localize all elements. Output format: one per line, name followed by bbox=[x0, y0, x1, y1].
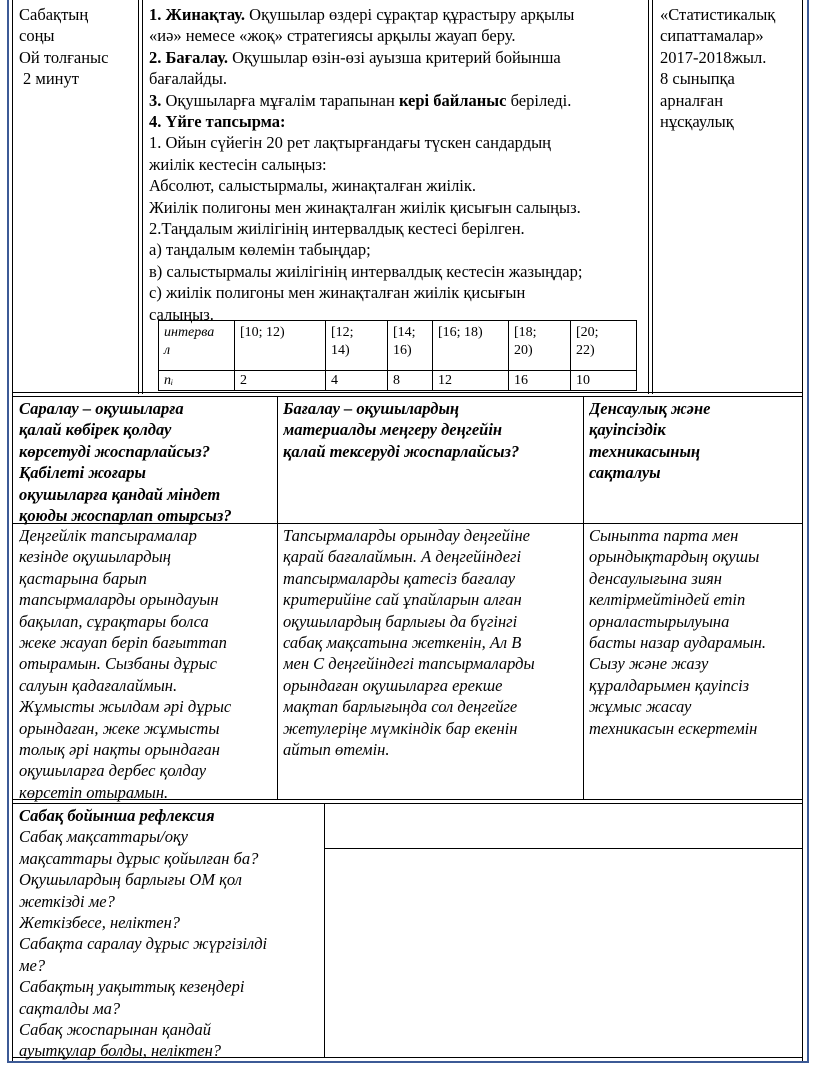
row-sep-1b bbox=[12, 396, 803, 397]
header-line: Бағалау – оқушылардың bbox=[283, 399, 460, 418]
answer-line: қастарына барып bbox=[19, 568, 147, 588]
answer-line: сабақ мақсатына жеткенін, Ал В bbox=[283, 633, 522, 653]
header-line: Қабілеті жоғары bbox=[19, 463, 146, 483]
step-summary bbox=[149, 4, 649, 25]
health-answer bbox=[589, 525, 801, 739]
answer-line: жетулеріңе мүмкіндік бар екенін bbox=[283, 718, 518, 738]
duration: 2 минут bbox=[23, 69, 79, 89]
reflection-title: Сабақ бойынша рефлексия bbox=[19, 806, 215, 825]
header-line: сақталуы bbox=[589, 463, 661, 483]
interval-header-2: л bbox=[164, 343, 171, 358]
answer-line: құралдарымен қауіпсіз bbox=[589, 675, 750, 695]
task2-a: а) таңдалым көлемін табыңдар; bbox=[149, 240, 371, 260]
header-line: техникасының bbox=[589, 441, 701, 461]
answer-line: тапсырмаларды қатесіз бағалау bbox=[283, 568, 516, 588]
interval-cell bbox=[326, 321, 388, 371]
interval-header-1: интерва bbox=[164, 325, 215, 340]
step-summary-head: 1. Жинақтау. bbox=[149, 5, 246, 24]
resource-line: арналған bbox=[660, 90, 724, 110]
reflection-line: мақсаттары дұрыс қойылған ба? bbox=[19, 848, 259, 868]
answer-line: тапсырмаларды орындауын bbox=[19, 590, 219, 610]
reflection-line: жеткізді ме? bbox=[19, 891, 115, 911]
mid-col-sep-1 bbox=[277, 396, 278, 800]
interval-text: [16; 18) bbox=[438, 325, 483, 340]
activity-label: Ой толғаныс bbox=[19, 47, 109, 67]
task2-c-2: салыңыз. bbox=[149, 304, 214, 324]
reflection-notes-bottom[interactable] bbox=[325, 849, 802, 1057]
answer-line: орналастырылуына bbox=[589, 611, 730, 631]
step-assessment-2: бағалайды. bbox=[149, 69, 227, 89]
header-line: қалай тексеруді жоспарлайсыз? bbox=[283, 441, 520, 461]
answer-line: бақылап, сұрақтары болса bbox=[19, 611, 209, 631]
frame-left-inner bbox=[12, 0, 13, 1063]
step-summary-text: Оқушылар өздері сұрақтар құрастыру арқылы bbox=[249, 5, 575, 24]
reflection-line: сақталды ма? bbox=[19, 998, 121, 1018]
assessment-header bbox=[283, 398, 583, 462]
count-cell: 10 bbox=[571, 371, 637, 391]
table-row-intervals bbox=[159, 321, 637, 371]
interval-text-2: 16) bbox=[393, 343, 412, 358]
answer-line: жұмыс жасау bbox=[589, 697, 692, 717]
interval-cell bbox=[235, 321, 326, 371]
step-assessment-text: Оқушылар өзін-өзі ауызша критерий бойынша bbox=[232, 47, 561, 67]
task2-c-1: с) жиілік полигоны мен жинақталған жиілік қисығын bbox=[149, 283, 526, 303]
interval-text: [10; 12) bbox=[240, 325, 285, 340]
reflection-line: Сабақ жоспарынан қандай bbox=[19, 1020, 211, 1040]
frame-right-outer bbox=[807, 0, 809, 1063]
frame-left-outer bbox=[7, 0, 9, 1063]
resources-cell bbox=[660, 4, 802, 132]
reflection-notes-top[interactable] bbox=[325, 804, 802, 848]
header-line: қалай көбірек қолдау bbox=[19, 420, 172, 440]
header-line: қоюды жоспарлап отырсыз? bbox=[19, 506, 232, 526]
resource-line: 8 сыныпқа bbox=[660, 69, 735, 89]
answer-line: Тапсырмаларды орындау деңгейіне bbox=[283, 526, 530, 545]
content-cell bbox=[149, 4, 649, 325]
answer-line: көрсетіп отырамын. bbox=[19, 782, 169, 802]
answer-line: басты назар аударамын. bbox=[589, 633, 767, 653]
differentiation-answer bbox=[19, 525, 277, 803]
task2-b: в) салыстырмалы жиілігінің интервалдық кестесін жазыңдар; bbox=[149, 261, 583, 281]
answer-line: Сызу және жазу bbox=[589, 654, 709, 674]
top-col-sep-1b bbox=[142, 0, 143, 394]
homework-head: 4. Үйге тапсырма: bbox=[149, 112, 286, 132]
task2-line1: 2.Таңдалым жиілігінің интервалдық кестесі берілген. bbox=[149, 219, 525, 239]
differentiation-header bbox=[19, 398, 277, 526]
answer-line: жеке жауап беріп бағыттап bbox=[19, 633, 227, 653]
answer-line: кезінде оқушылардың bbox=[19, 547, 171, 567]
interval-cell bbox=[509, 321, 571, 371]
answer-line: оқушыларға дербес қолдау bbox=[19, 761, 207, 781]
frame-right-inner bbox=[802, 0, 803, 1063]
answer-line: орындықтардың оқушы bbox=[589, 547, 760, 567]
task1-line4: Жиілік полигоны мен жинақталған жиілік қисығын салыңыз. bbox=[149, 197, 581, 217]
step-feedback-text-b: беріледі. bbox=[510, 90, 572, 110]
resource-line: нұсқаулық bbox=[660, 112, 734, 132]
interval-text-2: 20) bbox=[514, 343, 533, 358]
answer-line: мен С деңгейіндегі тапсырмаларды bbox=[283, 654, 535, 674]
task1-line3: Абсолют, салыстырмалы, жинақталған жиілік. bbox=[149, 176, 477, 196]
resource-line: 2017-2018жыл. bbox=[660, 47, 767, 67]
task1-line2: жиілік кестесін салыңыз: bbox=[149, 154, 327, 174]
answer-line: орындаған, жеке жұмысты bbox=[19, 718, 220, 738]
interval-text: [14; bbox=[393, 325, 416, 340]
answer-line: критерийіне сай ұпайларын алған bbox=[283, 590, 522, 610]
answer-line: мақтап барлығыңда сол деңгейге bbox=[283, 697, 518, 717]
frequency-table bbox=[158, 320, 636, 390]
answer-line: техникасын ескертемін bbox=[589, 718, 758, 738]
reflection-line: ауытқулар болды, неліктен? bbox=[19, 1041, 222, 1061]
assessment-answer bbox=[283, 525, 583, 760]
interval-text: [12; bbox=[331, 325, 354, 340]
answer-line: отырамын. Сызбаны дұрыс bbox=[19, 654, 217, 674]
top-col-sep-2b bbox=[652, 0, 653, 394]
step-feedback-bold: кері байланыс bbox=[398, 90, 507, 110]
step-assessment-head: 2. Бағалау. bbox=[149, 47, 228, 67]
interval-text: [18; bbox=[514, 325, 537, 340]
step-feedback bbox=[149, 90, 649, 111]
count-cell: 2 bbox=[235, 371, 326, 391]
count-cell: 16 bbox=[509, 371, 571, 391]
answer-line: орындаған оқушыларға ерекше bbox=[283, 675, 503, 695]
count-cell: 8 bbox=[388, 371, 433, 391]
step-summary-2: «иә» немесе «жоқ» стратегиясы арқылы жауап беру. bbox=[149, 26, 516, 46]
answer-line: Сыныпта парта мен bbox=[589, 526, 739, 545]
answer-line: келтірмейтіндей етіп bbox=[589, 590, 746, 610]
interval-text-2: 14) bbox=[331, 343, 350, 358]
header-line: оқушыларға қандай міндет bbox=[19, 484, 221, 504]
count-cell: 12 bbox=[433, 371, 509, 391]
interval-text: [20; bbox=[576, 325, 599, 340]
interval-text-2: 22) bbox=[576, 343, 595, 358]
step-feedback-num: 3. bbox=[149, 90, 162, 110]
answer-line: салуын қадағалаймын. bbox=[19, 675, 178, 695]
resource-line: «Статистикалық bbox=[660, 5, 776, 24]
reflection-line: Оқушылардың барлығы ОМ қол bbox=[19, 870, 242, 890]
interval-cell bbox=[433, 321, 509, 371]
answer-line: Деңгейлік тапсырамалар bbox=[19, 526, 197, 545]
interval-header-cell bbox=[159, 321, 235, 371]
stage-cell bbox=[19, 4, 137, 90]
table-row-counts bbox=[159, 371, 637, 391]
header-line: қауіпсіздік bbox=[589, 420, 666, 440]
stage-label-2: соңы bbox=[19, 26, 55, 46]
header-line: көрсетуді жоспарлайсыз? bbox=[19, 441, 210, 461]
answer-line: Жұмысты жылдам әрі дұрыс bbox=[19, 697, 232, 717]
count-header-cell: nᵢ bbox=[159, 371, 235, 391]
mid-col-sep-2 bbox=[583, 396, 584, 800]
answer-line: толық әрі нақты орындаған bbox=[19, 740, 220, 760]
answer-line: денсаулығына зиян bbox=[589, 568, 722, 588]
header-line: Денсаулық және bbox=[589, 399, 711, 418]
step-feedback-text-a: Оқушыларға мұғалім тарапынан bbox=[165, 90, 395, 110]
count-cell: 4 bbox=[326, 371, 388, 391]
step-assessment bbox=[149, 47, 649, 68]
health-header bbox=[589, 398, 801, 484]
answer-line: қарай бағалаймын. А деңгейіндегі bbox=[283, 547, 522, 567]
reflection-line: Жеткізбесе, неліктен? bbox=[19, 913, 181, 933]
task1-line1: 1. Ойын сүйегін 20 рет лақтырғандағы түскен сандардың bbox=[149, 133, 552, 153]
resource-line: сипаттамалар» bbox=[660, 26, 764, 46]
header-line: материалды меңгеру деңгейін bbox=[283, 420, 503, 440]
row-sep-1a bbox=[12, 392, 803, 393]
interval-cell bbox=[571, 321, 637, 371]
reflection-cell bbox=[19, 805, 323, 1062]
reflection-line: Сабақтың уақыттық кезеңдері bbox=[19, 977, 245, 997]
header-line: Саралау – оқушыларға bbox=[19, 399, 184, 418]
answer-line: оқушылардың барлығы да бүгінгі bbox=[283, 611, 518, 631]
top-col-sep-1a bbox=[138, 0, 139, 394]
stage-label-1: Сабақтың bbox=[19, 5, 89, 24]
reflection-line: Сабақ мақсаттары/оқу bbox=[19, 827, 188, 847]
reflection-line: Сабақта саралау дұрыс жүргізілді bbox=[19, 934, 268, 954]
answer-line: айтып өтемін. bbox=[283, 740, 390, 760]
interval-cell bbox=[388, 321, 433, 371]
reflection-line: ме? bbox=[19, 955, 46, 975]
